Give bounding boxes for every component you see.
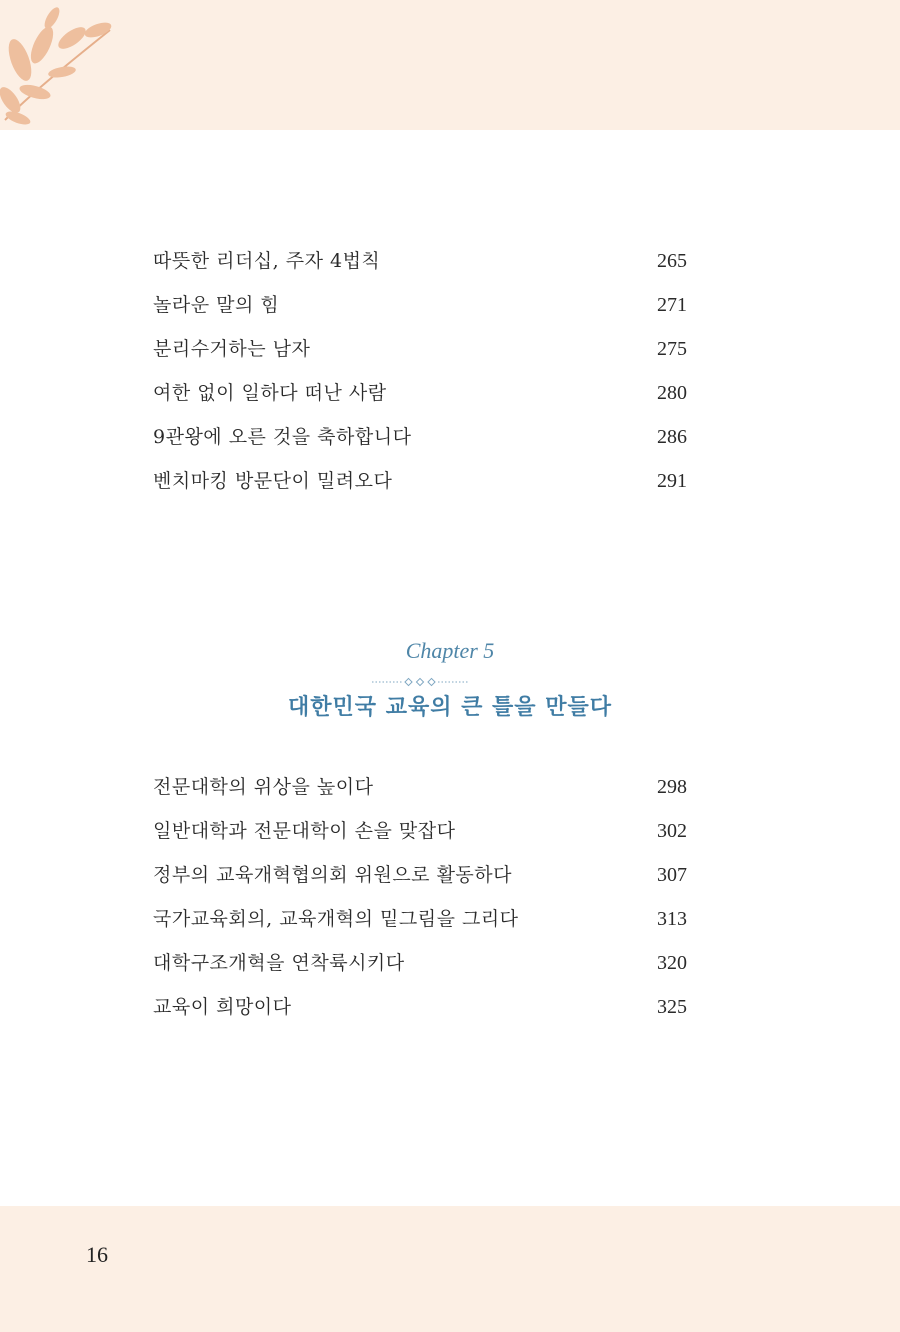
entry-page: 302: [657, 820, 687, 842]
toc-entry[interactable]: [153, 809, 687, 853]
entry-page: 291: [657, 470, 687, 492]
entry-title: 따뜻한 리더십, 주자 4법칙: [153, 250, 381, 272]
chapter-divider: [372, 676, 468, 688]
entry-page: 320: [657, 952, 687, 974]
entry-title: 일반대학과 전문대학이 손을 맞잡다: [153, 820, 456, 842]
toc-entry[interactable]: [153, 853, 687, 897]
entry-title: 정부의 교육개혁협의회 위원으로 활동하다: [153, 864, 512, 886]
toc-entry[interactable]: [153, 239, 687, 283]
entry-page: 275: [657, 338, 687, 360]
toc-entry[interactable]: [153, 283, 687, 327]
entry-title: 여한 없이 일하다 떠난 사람: [153, 382, 387, 404]
toc-section-top: [153, 239, 687, 503]
entry-title: 대학구조개혁을 연착륙시키다: [153, 952, 405, 974]
entry-page: 298: [657, 776, 687, 798]
toc-entry[interactable]: [153, 897, 687, 941]
entry-title: 놀라운 말의 힘: [153, 294, 280, 316]
toc-section-chapter: [153, 765, 687, 1029]
leaf-branch-icon: [0, 0, 120, 125]
entry-title: 9관왕에 오른 것을 축하합니다: [153, 426, 412, 448]
toc-entry[interactable]: [153, 985, 687, 1029]
toc-entry[interactable]: [153, 371, 687, 415]
header-band: [0, 0, 900, 130]
footer-band: [0, 1206, 900, 1332]
toc-entry[interactable]: [153, 941, 687, 985]
toc-entry[interactable]: [153, 327, 687, 371]
entry-title: 벤치마킹 방문단이 밀려오다: [153, 470, 393, 492]
toc-entry[interactable]: [153, 459, 687, 503]
entry-page: 265: [657, 250, 687, 272]
entry-page: 280: [657, 382, 687, 404]
entry-title: 교육이 희망이다: [153, 996, 292, 1018]
entry-title: 분리수거하는 남자: [153, 338, 311, 360]
entry-title: 국가교육회의, 교육개혁의 밑그림을 그리다: [153, 908, 519, 930]
chapter-title: 대한민국 교육의 큰 틀을 만들다: [288, 695, 612, 720]
entry-page: 313: [657, 908, 687, 930]
chapter-label: Chapter 5: [405, 638, 495, 663]
entry-page: 286: [657, 426, 687, 448]
entry-page: 325: [657, 996, 687, 1018]
page-number: 16: [86, 1242, 108, 1267]
entry-title: 전문대학의 위상을 높이다: [153, 776, 374, 798]
entry-page: 307: [657, 864, 687, 886]
toc-entry[interactable]: [153, 765, 687, 809]
toc-entry[interactable]: [153, 415, 687, 459]
entry-page: 271: [657, 294, 687, 316]
